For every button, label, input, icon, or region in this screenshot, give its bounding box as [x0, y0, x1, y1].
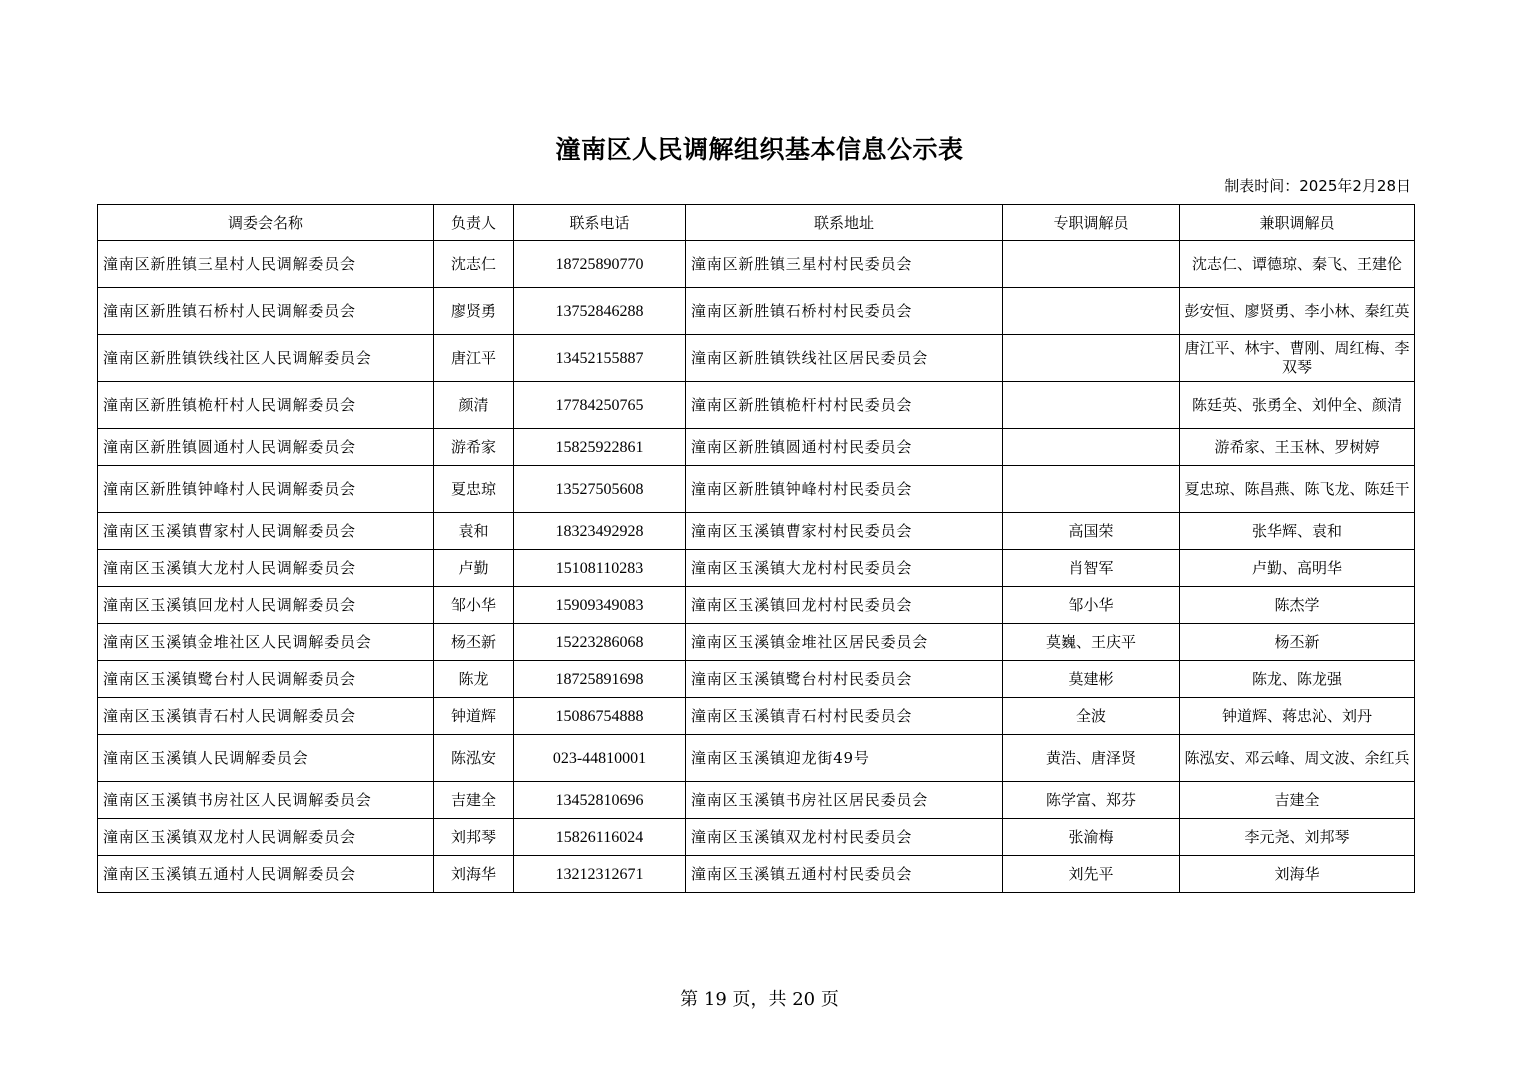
cell-committee-name: 潼南区玉溪镇金堆社区人民调解委员会: [98, 624, 434, 661]
cell-person-in-charge: 卢勤: [434, 550, 514, 587]
cell-fulltime-mediators: 刘先平: [1003, 856, 1180, 893]
cell-address: 潼南区玉溪镇金堆社区居民委员会: [686, 624, 1003, 661]
cell-phone: 18725891698: [514, 661, 686, 698]
cell-parttime-mediators: 陈廷英、张勇全、刘仲全、颜清: [1180, 382, 1415, 429]
cell-parttime-mediators: 卢勤、高明华: [1180, 550, 1415, 587]
cell-address: 潼南区玉溪镇回龙村村民委员会: [686, 587, 1003, 624]
table-row: [98, 587, 1415, 624]
mediation-org-table: [97, 204, 1415, 893]
cell-committee-name: 潼南区新胜镇桅杆村人民调解委员会: [98, 382, 434, 429]
cell-committee-name: 潼南区玉溪镇曹家村人民调解委员会: [98, 513, 434, 550]
cell-phone: 023-44810001: [514, 735, 686, 782]
cell-address: 潼南区玉溪镇双龙村村民委员会: [686, 819, 1003, 856]
cell-committee-name: 潼南区新胜镇石桥村人民调解委员会: [98, 288, 434, 335]
cell-parttime-mediators: 沈志仁、谭德琼、秦飞、王建伦: [1180, 241, 1415, 288]
cell-committee-name: 潼南区新胜镇圆通村人民调解委员会: [98, 429, 434, 466]
cell-phone: 13212312671: [514, 856, 686, 893]
cell-address: 潼南区新胜镇圆通村村民委员会: [686, 429, 1003, 466]
table-date: 制表时间：2025年2月28日: [1224, 177, 1411, 195]
cell-fulltime-mediators: 全波: [1003, 698, 1180, 735]
table-row: [98, 466, 1415, 513]
cell-fulltime-mediators: [1003, 288, 1180, 335]
cell-parttime-mediators: 陈泓安、邓云峰、周文波、余红兵: [1180, 735, 1415, 782]
cell-address: 潼南区新胜镇钟峰村村民委员会: [686, 466, 1003, 513]
table-row: [98, 735, 1415, 782]
cell-person-in-charge: 陈泓安: [434, 735, 514, 782]
document-title: 潼南区人民调解组织基本信息公示表: [555, 135, 964, 164]
table-header-row: [98, 205, 1415, 241]
table-row: [98, 856, 1415, 893]
cell-address: 潼南区玉溪镇大龙村村民委员会: [686, 550, 1003, 587]
cell-person-in-charge: 廖贤勇: [434, 288, 514, 335]
cell-address: 潼南区新胜镇铁线社区居民委员会: [686, 335, 1003, 382]
cell-parttime-mediators: 钟道辉、蒋忠沁、刘丹: [1180, 698, 1415, 735]
cell-person-in-charge: 唐江平: [434, 335, 514, 382]
cell-phone: 15825922861: [514, 429, 686, 466]
cell-parttime-mediators: 游希家、王玉林、罗树婷: [1180, 429, 1415, 466]
table-row: [98, 382, 1415, 429]
table-row: [98, 819, 1415, 856]
cell-committee-name: 潼南区玉溪镇大龙村人民调解委员会: [98, 550, 434, 587]
cell-fulltime-mediators: [1003, 429, 1180, 466]
cell-parttime-mediators: 杨丕新: [1180, 624, 1415, 661]
cell-fulltime-mediators: 陈学富、郑芬: [1003, 782, 1180, 819]
cell-phone: 18725890770: [514, 241, 686, 288]
table-body: [98, 241, 1415, 893]
cell-parttime-mediators: 彭安恒、廖贤勇、李小林、秦红英: [1180, 288, 1415, 335]
cell-committee-name: 潼南区新胜镇三星村人民调解委员会: [98, 241, 434, 288]
cell-person-in-charge: 夏忠琼: [434, 466, 514, 513]
cell-address: 潼南区玉溪镇五通村村民委员会: [686, 856, 1003, 893]
cell-address: 潼南区新胜镇三星村村民委员会: [686, 241, 1003, 288]
cell-phone: 13527505608: [514, 466, 686, 513]
cell-committee-name: 潼南区玉溪镇五通村人民调解委员会: [98, 856, 434, 893]
cell-phone: 15826116024: [514, 819, 686, 856]
header-phone: 联系电话: [514, 205, 686, 241]
cell-phone: 15223286068: [514, 624, 686, 661]
cell-person-in-charge: 邹小华: [434, 587, 514, 624]
table-row: [98, 241, 1415, 288]
table-row: [98, 698, 1415, 735]
cell-committee-name: 潼南区玉溪镇人民调解委员会: [98, 735, 434, 782]
cell-person-in-charge: 游希家: [434, 429, 514, 466]
cell-person-in-charge: 颜清: [434, 382, 514, 429]
cell-address: 潼南区玉溪镇迎龙街49号: [686, 735, 1003, 782]
cell-committee-name: 潼南区玉溪镇青石村人民调解委员会: [98, 698, 434, 735]
cell-person-in-charge: 钟道辉: [434, 698, 514, 735]
cell-fulltime-mediators: 高国荣: [1003, 513, 1180, 550]
cell-committee-name: 潼南区玉溪镇鹭台村人民调解委员会: [98, 661, 434, 698]
table-row: [98, 513, 1415, 550]
cell-parttime-mediators: 张华辉、袁和: [1180, 513, 1415, 550]
header-committee-name: 调委会名称: [98, 205, 434, 241]
cell-committee-name: 潼南区玉溪镇双龙村人民调解委员会: [98, 819, 434, 856]
cell-fulltime-mediators: 邹小华: [1003, 587, 1180, 624]
cell-fulltime-mediators: [1003, 466, 1180, 513]
cell-fulltime-mediators: 莫建彬: [1003, 661, 1180, 698]
cell-person-in-charge: 陈龙: [434, 661, 514, 698]
cell-phone: 13452810696: [514, 782, 686, 819]
cell-phone: 13752846288: [514, 288, 686, 335]
table-row: [98, 624, 1415, 661]
table-row: [98, 429, 1415, 466]
cell-person-in-charge: 刘邦琴: [434, 819, 514, 856]
cell-phone: 15909349083: [514, 587, 686, 624]
table-row: [98, 288, 1415, 335]
cell-person-in-charge: 吉建全: [434, 782, 514, 819]
header-person-in-charge: 负责人: [434, 205, 514, 241]
cell-address: 潼南区新胜镇石桥村村民委员会: [686, 288, 1003, 335]
header-address: 联系地址: [686, 205, 1003, 241]
cell-phone: 15086754888: [514, 698, 686, 735]
cell-parttime-mediators: 吉建全: [1180, 782, 1415, 819]
table-row: [98, 335, 1415, 382]
cell-address: 潼南区玉溪镇青石村村民委员会: [686, 698, 1003, 735]
cell-phone: 18323492928: [514, 513, 686, 550]
cell-fulltime-mediators: 黄浩、唐泽贤: [1003, 735, 1180, 782]
cell-fulltime-mediators: [1003, 382, 1180, 429]
table-row: [98, 550, 1415, 587]
cell-parttime-mediators: 刘海华: [1180, 856, 1415, 893]
cell-phone: 13452155887: [514, 335, 686, 382]
cell-parttime-mediators: 李元尧、刘邦琴: [1180, 819, 1415, 856]
header-parttime-mediators: 兼职调解员: [1180, 205, 1415, 241]
cell-address: 潼南区新胜镇桅杆村村民委员会: [686, 382, 1003, 429]
cell-parttime-mediators: 唐江平、林宇、曹刚、周红梅、李双琴: [1180, 335, 1415, 382]
cell-phone: 15108110283: [514, 550, 686, 587]
cell-parttime-mediators: 陈龙、陈龙强: [1180, 661, 1415, 698]
cell-committee-name: 潼南区新胜镇铁线社区人民调解委员会: [98, 335, 434, 382]
cell-phone: 17784250765: [514, 382, 686, 429]
table-row: [98, 782, 1415, 819]
cell-address: 潼南区玉溪镇书房社区居民委员会: [686, 782, 1003, 819]
cell-fulltime-mediators: 莫巍、王庆平: [1003, 624, 1180, 661]
cell-parttime-mediators: 陈杰学: [1180, 587, 1415, 624]
cell-address: 潼南区玉溪镇曹家村村民委员会: [686, 513, 1003, 550]
cell-person-in-charge: 杨丕新: [434, 624, 514, 661]
cell-person-in-charge: 沈志仁: [434, 241, 514, 288]
header-fulltime-mediators: 专职调解员: [1003, 205, 1180, 241]
cell-committee-name: 潼南区玉溪镇书房社区人民调解委员会: [98, 782, 434, 819]
table-row: [98, 661, 1415, 698]
page-footer: 第 19 页，共 20 页: [680, 989, 839, 1010]
cell-parttime-mediators: 夏忠琼、陈昌燕、陈飞龙、陈廷干: [1180, 466, 1415, 513]
cell-committee-name: 潼南区新胜镇钟峰村人民调解委员会: [98, 466, 434, 513]
cell-fulltime-mediators: [1003, 335, 1180, 382]
cell-fulltime-mediators: 张渝梅: [1003, 819, 1180, 856]
cell-person-in-charge: 刘海华: [434, 856, 514, 893]
cell-person-in-charge: 袁和: [434, 513, 514, 550]
cell-fulltime-mediators: [1003, 241, 1180, 288]
cell-committee-name: 潼南区玉溪镇回龙村人民调解委员会: [98, 587, 434, 624]
cell-address: 潼南区玉溪镇鹭台村村民委员会: [686, 661, 1003, 698]
cell-fulltime-mediators: 肖智军: [1003, 550, 1180, 587]
